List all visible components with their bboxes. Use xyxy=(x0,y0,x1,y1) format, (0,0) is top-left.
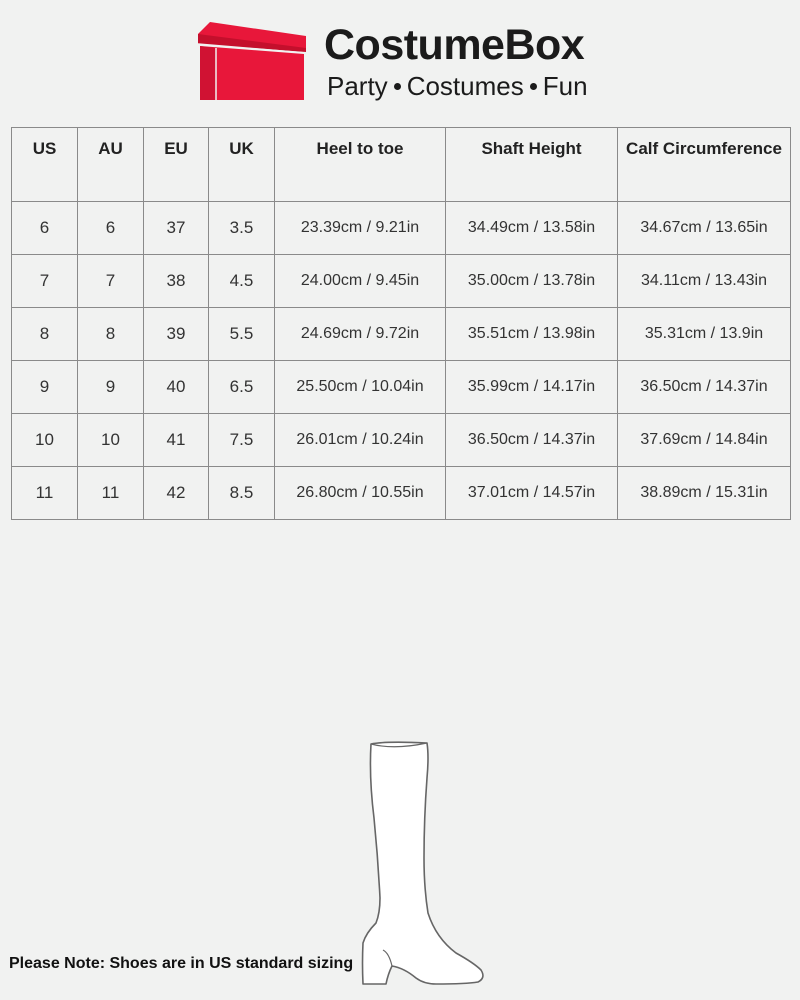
cell-us: 9 xyxy=(12,361,78,414)
tagline-costumes: Costumes xyxy=(406,71,524,101)
table-row xyxy=(12,308,791,361)
cell-calf-circumference: 35.31cm / 13.9in xyxy=(618,308,791,361)
cell-calf-circumference: 37.69cm / 14.84in xyxy=(618,414,791,467)
cell-eu: 41 xyxy=(144,414,209,467)
cell-au: 7 xyxy=(78,255,144,308)
cell-calf-circumference: 34.11cm / 13.43in xyxy=(618,255,791,308)
cell-heel-to-toe: 24.00cm / 9.45in xyxy=(275,255,446,308)
cell-uk: 7.5 xyxy=(209,414,275,467)
header-shaft-height: Shaft Height xyxy=(446,128,618,202)
cell-au: 6 xyxy=(78,202,144,255)
cell-calf-circumference: 34.67cm / 13.65in xyxy=(618,202,791,255)
cell-au: 8 xyxy=(78,308,144,361)
tagline-separator xyxy=(394,83,401,90)
table-row xyxy=(12,467,791,520)
tagline-party: Party xyxy=(327,71,388,101)
cell-us: 8 xyxy=(12,308,78,361)
cell-shaft-height: 35.51cm / 13.98in xyxy=(446,308,618,361)
header-heel-to-toe: Heel to toe xyxy=(275,128,446,202)
cell-uk: 8.5 xyxy=(209,467,275,520)
cell-us: 7 xyxy=(12,255,78,308)
cell-shaft-height: 37.01cm / 14.57in xyxy=(446,467,618,520)
tagline-fun: Fun xyxy=(542,71,588,101)
cell-us: 10 xyxy=(12,414,78,467)
cell-eu: 42 xyxy=(144,467,209,520)
header-uk: UK xyxy=(209,128,275,202)
sizing-note: Please Note: Shoes are in US standard sizing xyxy=(9,955,354,972)
cell-us: 6 xyxy=(12,202,78,255)
table-row xyxy=(12,361,791,414)
cell-heel-to-toe: 24.69cm / 9.72in xyxy=(275,308,446,361)
cell-us: 11 xyxy=(12,467,78,520)
table-header-row xyxy=(12,128,791,202)
cell-eu: 37 xyxy=(144,202,209,255)
header-us: US xyxy=(12,128,78,202)
table-row xyxy=(12,202,791,255)
cell-au: 10 xyxy=(78,414,144,467)
cell-heel-to-toe: 26.01cm / 10.24in xyxy=(275,414,446,467)
size-chart-table xyxy=(11,127,791,520)
knee-high-boot-icon xyxy=(356,738,490,990)
brand-tagline xyxy=(327,70,588,102)
cell-shaft-height: 36.50cm / 14.37in xyxy=(446,414,618,467)
table-row xyxy=(12,414,791,467)
cell-au: 9 xyxy=(78,361,144,414)
cell-uk: 4.5 xyxy=(209,255,275,308)
cell-eu: 40 xyxy=(144,361,209,414)
cell-uk: 5.5 xyxy=(209,308,275,361)
costumebox-logo xyxy=(196,18,616,104)
cell-heel-to-toe: 25.50cm / 10.04in xyxy=(275,361,446,414)
cell-shaft-height: 35.99cm / 14.17in xyxy=(446,361,618,414)
cell-shaft-height: 34.49cm / 13.58in xyxy=(446,202,618,255)
cell-uk: 6.5 xyxy=(209,361,275,414)
table-row xyxy=(12,255,791,308)
tagline-separator xyxy=(530,83,537,90)
costume-box-icon xyxy=(196,20,308,102)
header-calf-circumference: Calf Circumference xyxy=(618,128,791,202)
cell-au: 11 xyxy=(78,467,144,520)
cell-eu: 38 xyxy=(144,255,209,308)
header-eu: EU xyxy=(144,128,209,202)
cell-heel-to-toe: 23.39cm / 9.21in xyxy=(275,202,446,255)
cell-eu: 39 xyxy=(144,308,209,361)
cell-heel-to-toe: 26.80cm / 10.55in xyxy=(275,467,446,520)
cell-shaft-height: 35.00cm / 13.78in xyxy=(446,255,618,308)
brand-name: CostumeBox xyxy=(324,21,585,69)
cell-calf-circumference: 38.89cm / 15.31in xyxy=(618,467,791,520)
cell-calf-circumference: 36.50cm / 14.37in xyxy=(618,361,791,414)
cell-uk: 3.5 xyxy=(209,202,275,255)
header-au: AU xyxy=(78,128,144,202)
